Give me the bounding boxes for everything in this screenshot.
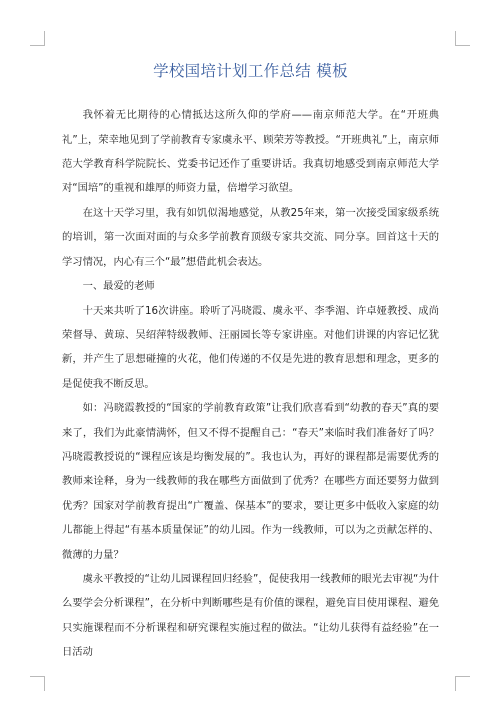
paragraph-yu-yongping: 虞永平教授的“让幼儿园课程回归经验”，促使我用一线教师的眼光去审视“为什么要学会分析课程”，在分析中判断哪些是有价值的课程，避免盲目使用课程、避免只实施课程而不分析课程和研究课程实施过程的做法。“让幼儿获得有益经验”在一日活动 — [62, 572, 439, 659]
paragraph-feng-xiaoxia: 如：冯晓霞教授的“国家的学前教育政策”让我们欣喜看到“幼教的春天”真的要来了，我们为此豪情满怀，但又不得不提醒自己：“春天”来临时我们准备好了吗？冯晓霞教授说的“课程应该是均衡发展的”。我也认为，再好的课程都是需要优秀的教师来诠释，身为一线教师的我在哪些方面做到了优秀？在哪些方面还要努力做到优秀？国家对学前教育提出“广覆盖、保基本”的要求，要让更多中低收入家庭的幼儿都能上得起“有基本质量保证”的幼儿园。作为一线教师，可以为之贡献怎样的、微薄的力量？ — [62, 402, 439, 561]
paragraph-lectures: 十天来共听了16次讲座。聆听了冯晓霞、虞永平、李季湄、许卓娅教授、成尚荣督导、黄琼、吴绍萍特级教师、汪丽园长等专家讲座。对他们讲课的内容记忆犹新，并产生了思想碰撞的火花，他们传递的不仅是先进的教育思想和理念，更多的是促使我不断反思。 — [62, 304, 439, 390]
section-heading-favorite-teachers: 一、最爱的老师 — [82, 280, 155, 293]
document-title: 学校国培计划工作总结 模板 — [153, 62, 348, 80]
crop-mark-top-right — [455, 31, 470, 46]
paragraph-study-summary: 在这十天学习里，我有如饥似渴地感觉，从教25年来，第一次接受国家级系统的培训，第一次面对面的与众多学前教育顶级专家共交流、同分享。回首这十天的学习情况，内心有三个“最”想借此机会表达。 — [62, 206, 439, 268]
document-body — [62, 60, 439, 665]
crop-mark-top-left — [30, 31, 45, 46]
paragraph-intro: 我怀着无比期待的心情抵达这所久仰的学府——南京师范大学。在“开班典礼”上，荣幸地见到了学前教育专家虞永平、顾荣芳等教授。“开班典礼”上，南京师范大学教育科学院院长、党委书记还作了重要讲话。我真切地感受到南京师范大学对“国培”的重视和雄厚的师资力量，倍增学习欲望。 — [62, 109, 439, 195]
crop-mark-bottom-left — [30, 676, 45, 691]
crop-mark-bottom-right — [455, 676, 470, 691]
